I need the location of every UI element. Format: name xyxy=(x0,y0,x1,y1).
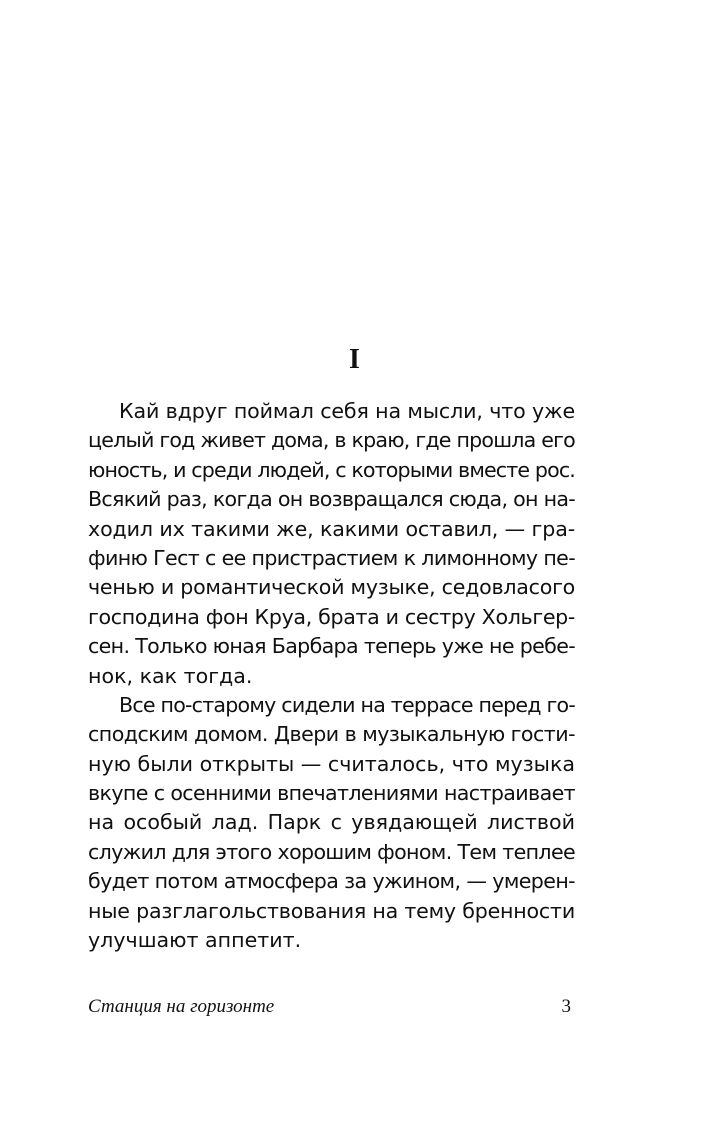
text-line: будет потом атмосфера за ужином, — умерен- xyxy=(88,869,575,894)
text-line: Всякий раз, когда он возвращался сюда, он на- xyxy=(88,487,575,512)
page-number: 3 xyxy=(561,996,571,1017)
text-line: служил для этого хорошим фоном. Тем теплее xyxy=(88,839,575,864)
text-line: юность, и среди людей, с которыми вместе рос. xyxy=(88,457,575,482)
text-line: Кай вдруг поймал себя на мысли, что уже xyxy=(119,399,575,423)
text-line: нок, как тогда. xyxy=(88,663,253,688)
text-line: вкупе с осенними впечатлениями настраивает xyxy=(88,781,575,806)
text-line: целый год живет дома, в краю, где прошла его xyxy=(88,428,575,453)
text-line: ходил их такими же, какими оставил, — гра- xyxy=(88,516,575,541)
text-line: финю Гест с ее пристрастием к лимонному пе- xyxy=(88,545,575,570)
running-title: Станция на горизонте xyxy=(88,996,275,1017)
text-line: сен. Только юная Барбара теперь уже не ребе- xyxy=(88,634,575,659)
text-line: улучшают аппетит. xyxy=(88,928,302,953)
paragraph-1 xyxy=(88,397,575,691)
text-line: ные разглагольствования на тему бренности xyxy=(88,898,575,923)
text-line: на особый лад. Парк с увядающей листвой xyxy=(88,810,575,835)
chapter-heading: I xyxy=(349,344,360,375)
text-line: ную были открыты — считалось, что музыка xyxy=(88,751,575,776)
text-line: сподским домом. Двери в музыкальную гости- xyxy=(88,722,575,747)
body-text xyxy=(88,397,575,955)
text-line: ченью и романтической музыке, седовласого xyxy=(88,575,575,600)
paragraph-2 xyxy=(88,691,575,956)
page-footer xyxy=(88,993,571,1021)
text-line: Все по-старому сидели на террасе перед го- xyxy=(119,692,575,717)
text-line: господина фон Круа, брата и сестру Хольгер- xyxy=(88,604,575,629)
